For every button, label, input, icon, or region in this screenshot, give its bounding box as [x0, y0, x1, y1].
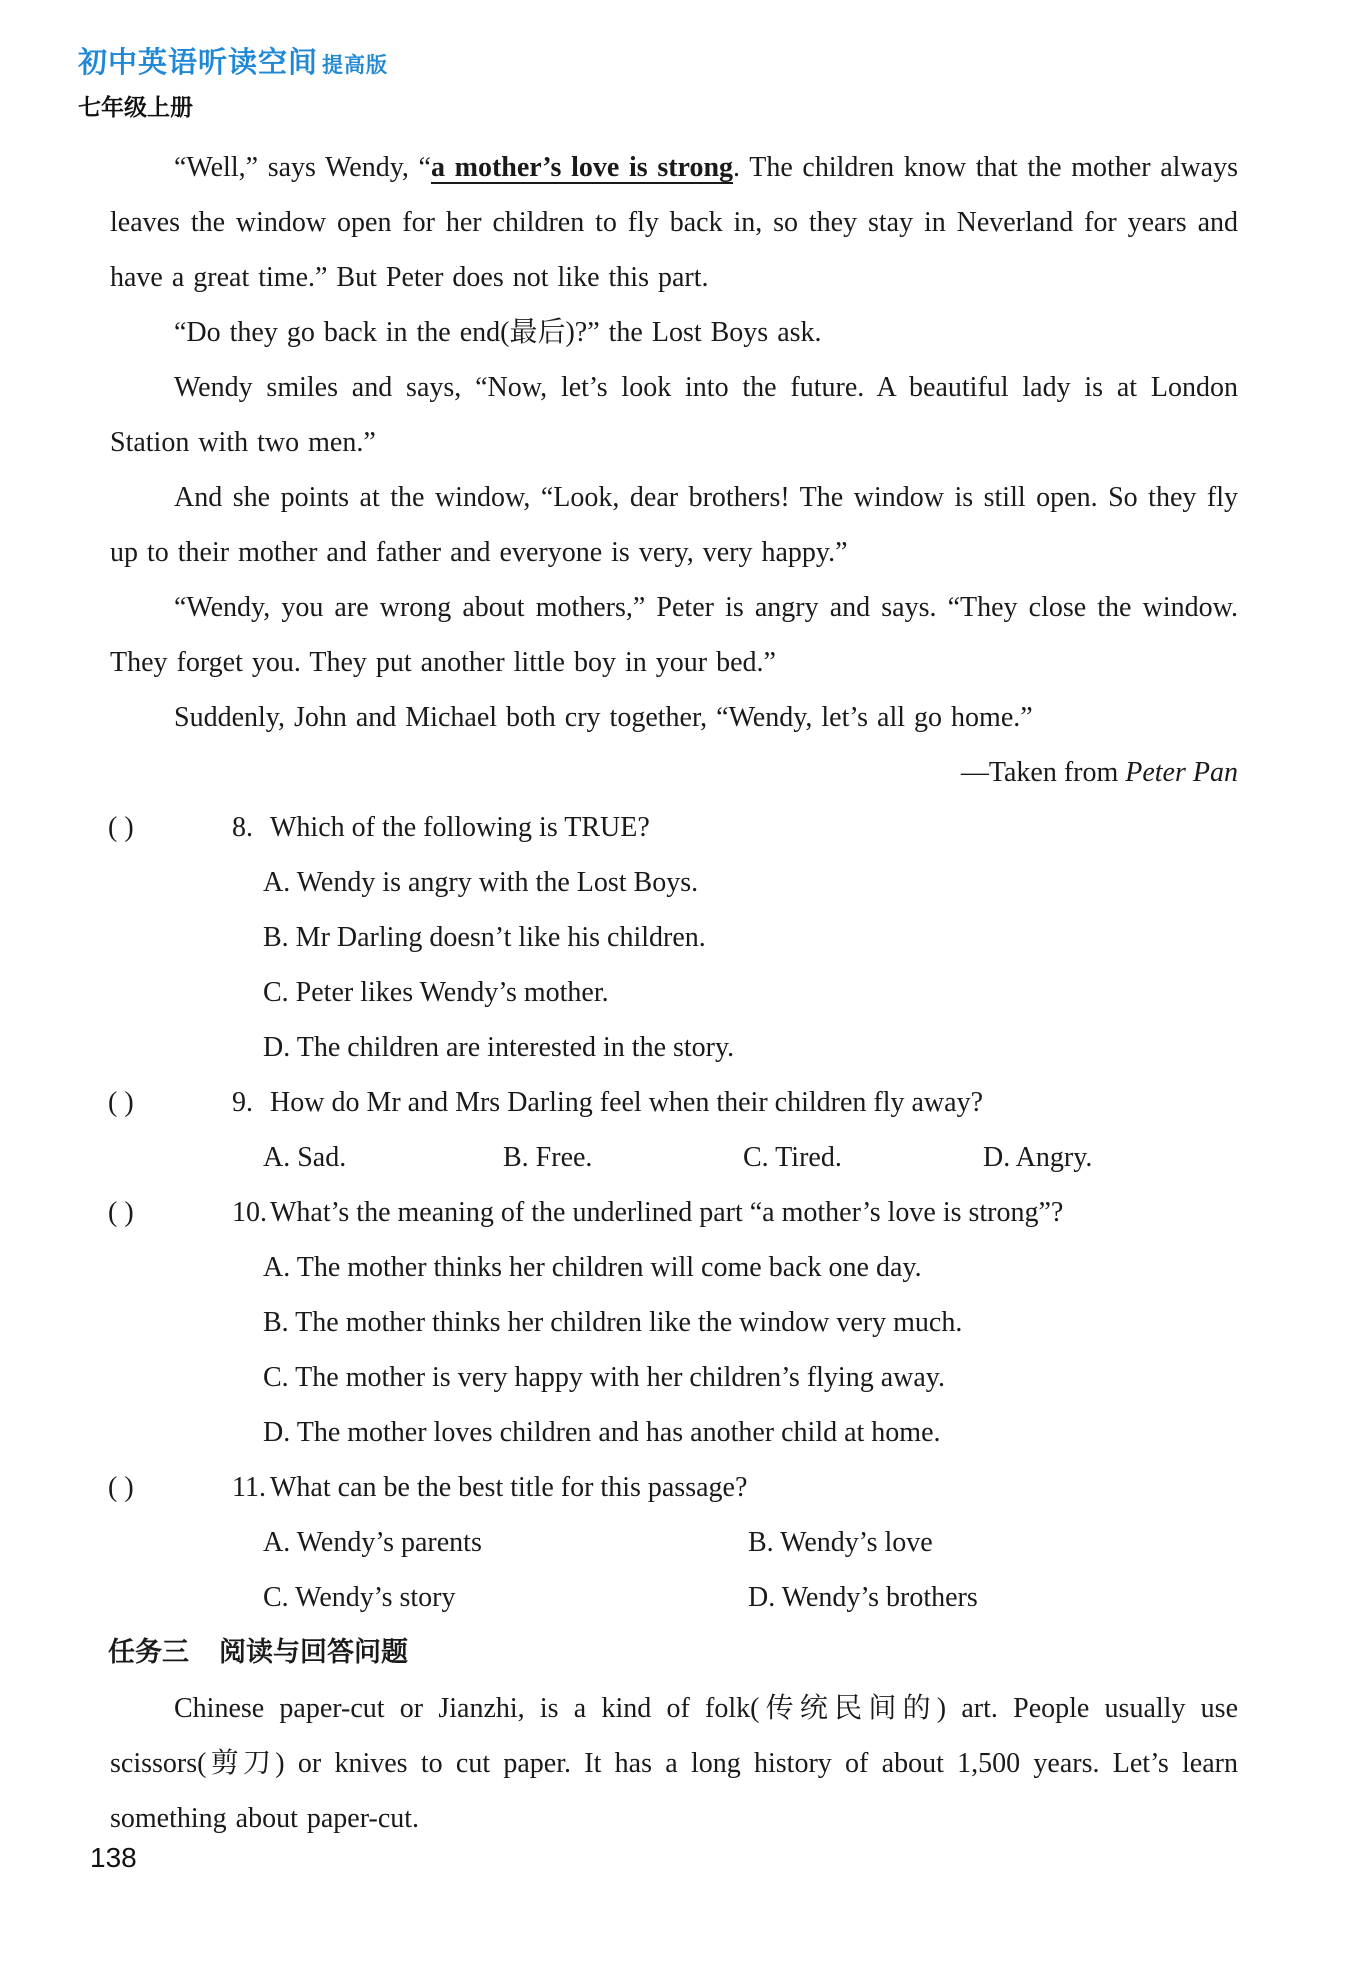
- option-b[interactable]: B. The mother thinks her children like the window very much.: [263, 1307, 963, 1338]
- question-text: What’s the meaning of the underlined part “a mother’s love is strong”?: [270, 1197, 1064, 1228]
- source-prefix: —Taken from: [960, 757, 1126, 788]
- question-number: 8.: [232, 812, 253, 843]
- page-number: 138: [90, 1842, 137, 1873]
- passage-paragraph-2: “Do they go back in the end(最后)?” the Lost Boys ask.: [174, 317, 822, 348]
- passage-paragraph-1: [110, 140, 1238, 305]
- passage-paragraph-4: And she points at the window, “Look, dear brothers! The window is still open. So they fly up to their mother and father and everyone is very, very happy.”: [110, 482, 1238, 568]
- task3-label: 任务三: [108, 1637, 189, 1668]
- option-a[interactable]: A. Wendy’s parents: [263, 1527, 482, 1558]
- option-c[interactable]: C. The mother is very happy with her children’s flying away.: [263, 1362, 945, 1393]
- option-b[interactable]: B. Mr Darling doesn’t like his children.: [263, 922, 706, 953]
- task3-paragraph: Chinese paper-cut or Jianzhi, is a kind of folk(传统民间的) art. People usually use scissors(剪刀) or knives to cut paper. It has a long history of about 1,500 years. Let’s learn something about paper-cut.: [110, 1693, 1238, 1834]
- answer-blank[interactable]: ( ): [108, 1197, 134, 1228]
- page-content: [110, 140, 1238, 1846]
- book-brand: [78, 40, 388, 81]
- task3-heading: [108, 1625, 1238, 1681]
- brand-title: 初中英语听读空间: [78, 45, 319, 79]
- task3-title: 阅读与回答问题: [219, 1637, 408, 1668]
- option-a[interactable]: A. The mother thinks her children will come back one day.: [263, 1252, 922, 1283]
- question-9: [108, 1075, 1238, 1130]
- brand-edition: 提高版: [322, 53, 389, 77]
- underlined-phrase: a mother’s love is strong: [430, 152, 734, 183]
- question-text: How do Mr and Mrs Darling feel when their children fly away?: [270, 1087, 984, 1118]
- grade-label: 七年级上册: [78, 95, 193, 121]
- question-10: [108, 1185, 1238, 1240]
- question-8: [108, 800, 1238, 855]
- passage-paragraph-6: Suddenly, John and Michael both cry together, “Wendy, let’s all go home.”: [174, 702, 1033, 733]
- option-c[interactable]: C. Wendy’s story: [263, 1582, 456, 1613]
- passage-paragraph-5: “Wendy, you are wrong about mothers,” Peter is angry and says. “They close the window. They forget you. They put another little boy in your bed.”: [110, 592, 1238, 678]
- answer-blank[interactable]: ( ): [108, 1472, 134, 1503]
- questions-block: [108, 800, 1238, 1625]
- passage-source: [110, 745, 1238, 800]
- answer-blank[interactable]: ( ): [108, 1087, 134, 1118]
- question-number: 10.: [232, 1197, 267, 1228]
- option-a[interactable]: A. Wendy is angry with the Lost Boys.: [263, 867, 699, 898]
- option-c[interactable]: C. Peter likes Wendy’s mother.: [263, 977, 609, 1008]
- option-b[interactable]: B. Free.: [503, 1142, 593, 1173]
- page-header: [78, 40, 388, 122]
- passage-paragraph-3: Wendy smiles and says, “Now, let’s look into the future. A beautiful lady is at London Station with two men.”: [110, 372, 1238, 458]
- option-d[interactable]: D. The mother loves children and has another child at home.: [263, 1417, 941, 1448]
- question-11-options: [108, 1515, 1238, 1625]
- p1-rest: . The children know that the mother always leaves the window open for her children to fly back in, so they stay in Neverland for years and have a great time.” But Peter does not like this part.: [110, 152, 1238, 293]
- option-b[interactable]: B. Wendy’s love: [748, 1527, 933, 1558]
- source-title: Peter Pan: [1125, 757, 1238, 788]
- question-11: [108, 1460, 1238, 1515]
- question-9-options: [108, 1130, 1238, 1185]
- p1-open: “Well,” says Wendy, “: [174, 152, 431, 183]
- question-number: 11.: [232, 1472, 266, 1503]
- option-a[interactable]: A. Sad.: [263, 1142, 347, 1173]
- question-10-options: [108, 1240, 1238, 1460]
- option-d[interactable]: D. Angry.: [983, 1142, 1093, 1173]
- question-8-options: [108, 855, 1238, 1075]
- question-text: What can be the best title for this passage?: [270, 1472, 748, 1503]
- answer-blank[interactable]: ( ): [108, 812, 134, 843]
- option-d[interactable]: D. Wendy’s brothers: [748, 1582, 978, 1613]
- option-d[interactable]: D. The children are interested in the story.: [263, 1032, 735, 1063]
- option-c[interactable]: C. Tired.: [743, 1142, 842, 1173]
- question-number: 9.: [232, 1087, 253, 1118]
- question-text: Which of the following is TRUE?: [270, 812, 650, 843]
